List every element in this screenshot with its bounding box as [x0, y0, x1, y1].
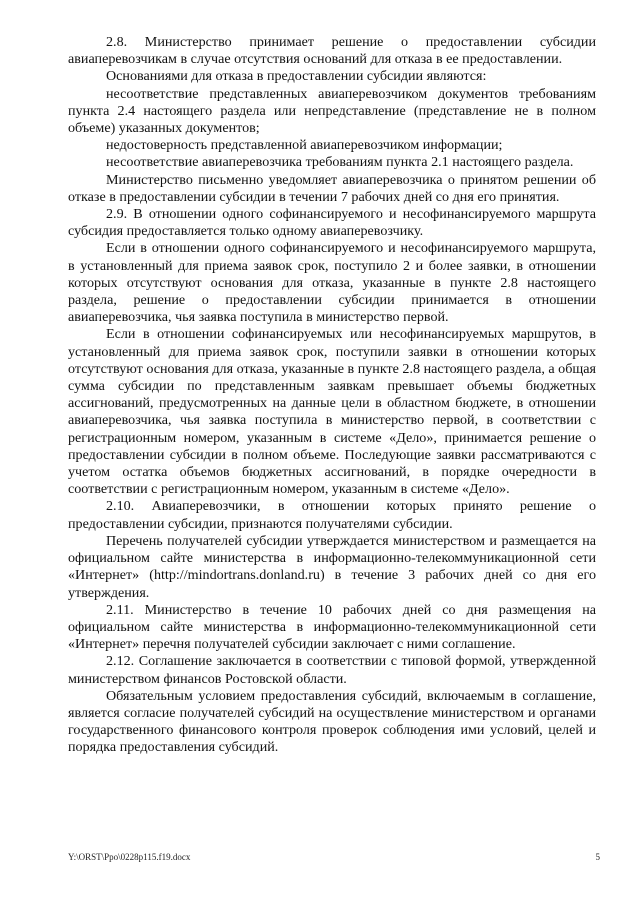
paragraph-2-12: 2.12. Соглашение заключается в соответствии с типовой формой, утвержденной министерством финансов Ростовской области.: [68, 653, 596, 687]
paragraph-2-11: 2.11. Министерство в течение 10 рабочих дней со дня размещения на официальном сайте министерства в информационно-телекоммуникационной сети «Интернет» перечня получателей субсидии заключает с ними соглашение.: [68, 601, 596, 653]
paragraph-recipients-list: Перечень получателей субсидии утверждается министерством и размещается на официальном сайте министерства в информационно-телекоммуникационной сети «Интернет» (http://mindortrans.donland.ru) в течение 3 рабочих дней со дня его утверждения.: [68, 532, 596, 601]
page-number: 5: [595, 852, 600, 862]
paragraph-mandatory-condition: Обязательным условием предоставления субсидий, включаемым в соглашение, является согласие получателей субсидий на осуществление министерством и органами государственного финансового контроля проверок соблюдения ими условий, целей и порядка предоставления субсидий.: [68, 687, 596, 756]
paragraph-ground-false-info: недостоверность представленной авиаперевозчиком информации;: [106, 137, 503, 154]
footer-file-path: Y:\ORST\Ppo\0228p115.f19.docx: [68, 852, 191, 862]
paragraph-multiple-applications: Если в отношении одного софинансируемого и несофинансируемого маршрута, в установленный для приема заявок срок, поступило 2 и более заявки, в отношении которых отсутствуют основания для отказа, указанные в пункте 2.8 настоящего раздела, решение о предоставлении субсидии принимается в отношении авиаперевозчика, чья заявка поступила в министерство первой.: [68, 240, 596, 326]
paragraph-2-8: 2.8. Министерство принимает решение о предоставлении субсидии авиаперевозчикам в случае отсутствия оснований для отказа в ее предоставлении.: [68, 34, 596, 68]
paragraph-2-10: 2.10. Авиаперевозчики, в отношении которых принято решение о предоставлении субсидии, признаются получателями субсидии.: [68, 498, 596, 532]
paragraph-2-9: 2.9. В отношении одного софинансируемого и несофинансируемого маршрута субсидия предоставляется только одному авиаперевозчику.: [68, 206, 596, 240]
paragraph-budget-excess: Если в отношении софинансируемых или несофинансируемых маршрутов, в установленный для приема заявок срок, поступили заявки в отношении которых отсутствуют основания для отказа, указанные в пункте 2.8 настоящего раздела, а общая сумма субсидии по представленным заявкам превышает объемы бюджетных ассигнований, предусмотренных на данные цели в областном бюджете, в отношении авиаперевозчика, чья заявка поступила в министерство первой, в соответствии с регистрационным номером, указанным в системе «Дело», принимается решение о предоставлении субсидии в полном объеме. Последующие заявки рассматриваются с учетом остатка объемов бюджетных ассигнований, в порядке очередности в соответствии с регистрационным номером, указанным в системе «Дело».: [68, 326, 596, 498]
document-body: [68, 34, 596, 757]
paragraph-refusal-grounds: Основаниями для отказа в предоставлении субсидии являются:: [106, 68, 487, 85]
paragraph-ground-documents: несоответствие представленных авиаперевозчиком документов требованиям пункта 2.4 настоящего раздела или непредставление (представление не в полном объеме) указанных документов;: [68, 85, 596, 137]
paragraph-ground-requirements: несоответствие авиаперевозчика требованиям пункта 2.1 настоящего раздела.: [106, 154, 574, 171]
paragraph-refusal-notice: Министерство письменно уведомляет авиаперевозчика о принятом решении об отказе в предоставлении субсидии в течении 7 рабочих дней со дня его принятия.: [68, 171, 596, 205]
